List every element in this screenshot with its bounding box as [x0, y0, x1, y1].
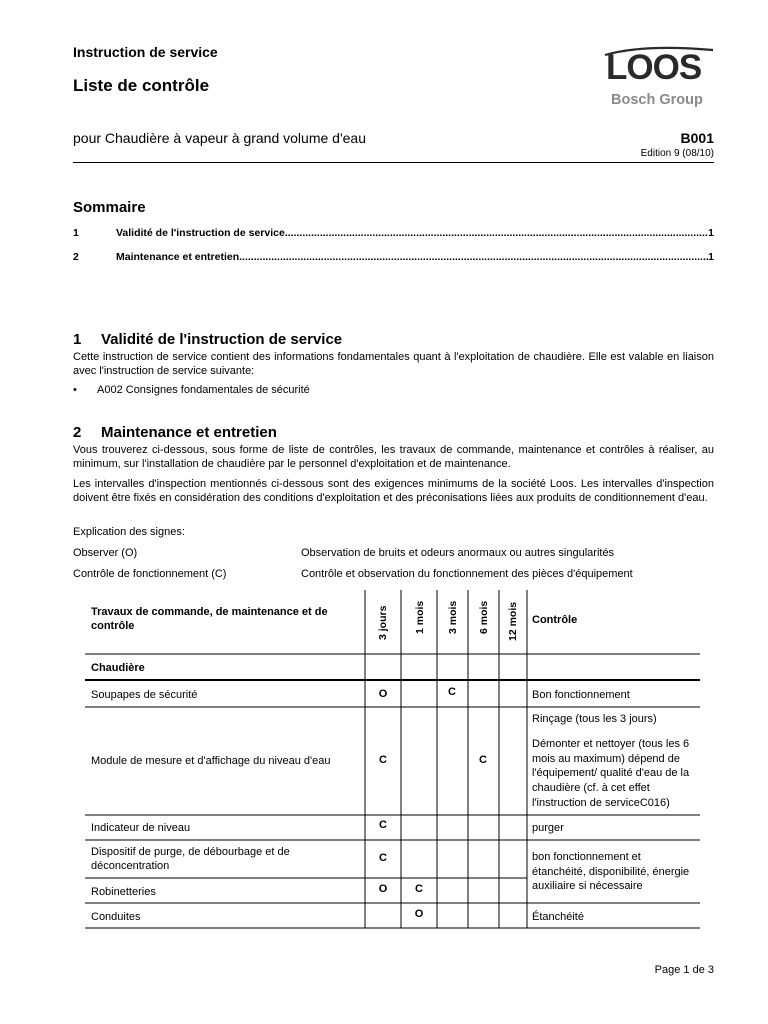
section-title: Maintenance et entretien	[101, 424, 277, 441]
logo-subtitle: Bosch Group	[611, 92, 703, 108]
interval-header: 12 mois	[507, 601, 519, 641]
interval-mark: O	[378, 883, 388, 895]
toc-label: Maintenance et entretien	[116, 251, 240, 263]
table-row-check: Étanchéité	[532, 911, 584, 923]
table-group-label: Chaudière	[91, 662, 145, 674]
toc-entry[interactable]	[73, 251, 714, 263]
toc-page: 1	[708, 251, 714, 263]
header-divider	[73, 162, 714, 163]
toc-number: 2	[73, 251, 79, 263]
table-row-check: Bon fonctionnement	[532, 689, 630, 701]
section-2-heading	[73, 424, 277, 441]
table-row-check: Rinçage (tous les 3 jours)	[532, 713, 657, 725]
interval-mark: C	[448, 686, 456, 698]
section-1-text: Cette instruction de service contient des informations fondamentales quant à l'exploitation de chaudière. Elle est valable en liaison avec l'instruction de service suivante:	[73, 351, 714, 377]
interval-mark: C	[379, 852, 387, 864]
section-number: 1	[73, 331, 82, 348]
loos-logo	[603, 42, 715, 112]
toc-label: Validité de l'instruction de service	[116, 227, 285, 239]
interval-mark: C	[379, 819, 387, 831]
section-2-paragraph-1: Vous trouverez ci-dessous, sous forme de liste de contrôles, les travaux de commande, maintenance et contrôles à réaliser, au minimum, sur l'installation de chaudière par le personnel d'exploitation et de maintenance.	[73, 444, 714, 470]
page-number: Page 1 de 3	[654, 964, 714, 976]
legend-term: Observer (O)	[73, 547, 138, 559]
section-title: Validité de l'instruction de service	[101, 331, 343, 348]
table-row-task: Indicateur de niveau	[91, 822, 191, 834]
table-row-task: Robinetteries	[91, 886, 156, 898]
legend-description: Contrôle et observation du fonctionnement des pièces d'équipement	[301, 568, 633, 580]
toc-entry[interactable]	[73, 227, 714, 239]
reference-bullet	[73, 384, 310, 396]
page-title: Liste de contrôle	[73, 76, 210, 95]
section-1-heading	[73, 331, 342, 348]
table-header-task: Travaux de commande, de maintenance et de contrôle	[91, 606, 328, 632]
interval-header: 3 mois	[447, 600, 459, 634]
signs-explanation: Explication des signes:	[73, 526, 185, 538]
bullet-text: A002 Consignes fondamentales de sécurité	[97, 384, 310, 396]
document-code: B001	[680, 130, 714, 146]
section-2-paragraph-2: Les intervalles d'inspection mentionnés ci-dessous sont des exigences minimums de la société Loos. Les intervalles d'inspection doivent être fixés en considération des conditions d'exploitation et des préconisations liées aux produits de conditionnement d'eau.	[73, 478, 714, 504]
summary-heading: Sommaire	[73, 199, 146, 216]
legend-term: Contrôle de fonctionnement (C)	[73, 568, 227, 580]
table-row-task: Module de mesure et d'affichage du niveau d'eau	[91, 755, 331, 767]
doc-type: Instruction de service	[73, 44, 218, 60]
interval-mark: C	[479, 754, 487, 766]
document-subtitle: pour Chaudière à vapeur à grand volume d'eau	[73, 130, 366, 146]
bullet-icon: •	[73, 384, 77, 396]
legend-description: Observation de bruits et odeurs anormaux ou autres singularités	[301, 547, 615, 559]
toc-leader	[285, 227, 708, 239]
table-row-task: Dispositif de purge, de débourbage et de déconcentration	[91, 846, 290, 872]
interval-header: 6 mois	[478, 600, 490, 634]
table-row-check: purger	[532, 822, 564, 834]
interval-mark: C	[379, 754, 387, 766]
toc-leader	[239, 251, 708, 263]
table-row-task: Soupapes de sécurité	[91, 689, 198, 701]
section-number: 2	[73, 424, 82, 441]
toc-page: 1	[708, 227, 714, 239]
interval-header: 3 jours	[377, 605, 389, 640]
interval-mark: C	[415, 883, 423, 895]
interval-mark: O	[378, 688, 388, 700]
interval-header: 1 mois	[414, 600, 426, 634]
table-row-check: Démonter et nettoyer (tous les 6 mois au maximum) dépend de l'équipement/ qualité d'eau de la chaudière (cf. à cet effet l'instruction de serviceC016)	[532, 738, 690, 809]
table-row-check: bon fonctionnement et étanchéité, disponibilité, énergie auxiliaire si nécessaire	[532, 851, 690, 893]
interval-mark: O	[414, 908, 424, 920]
table-row-task: Conduites	[91, 911, 141, 923]
table-header-check: Contrôle	[532, 614, 578, 626]
edition-label: Edition 9 (08/10)	[640, 148, 714, 159]
logo-wordmark: LOOS	[606, 48, 702, 87]
toc-number: 1	[73, 227, 79, 239]
